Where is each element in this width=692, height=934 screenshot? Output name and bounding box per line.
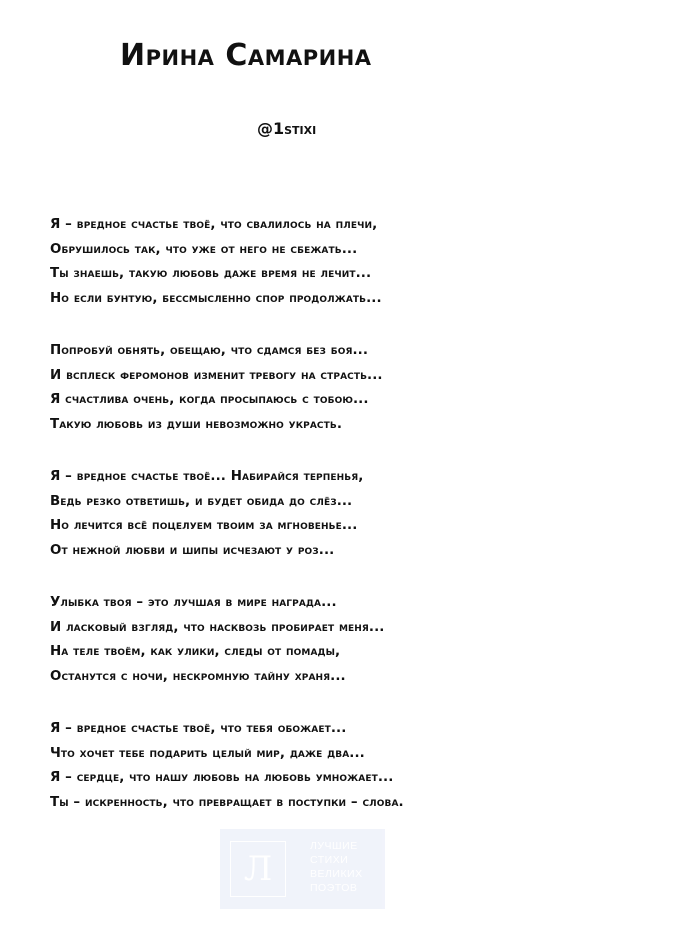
poem-line: Ты знаешь, такую любовь даже время не лечит... xyxy=(50,266,372,281)
watermark-line: ЛУЧШИЕ xyxy=(310,840,358,852)
poem-line: Но лечится всё поцелуем твоим за мгновенье... xyxy=(50,518,358,533)
poem-line: Такую любовь из души невозможно украсть. xyxy=(50,416,343,432)
poem-line: От нежной любви и шипы исчезают у роз... xyxy=(50,542,335,558)
watermark-logo-icon xyxy=(230,841,286,897)
poem-line: Я – вредное счастье твоё, что свалилось на плечи, xyxy=(50,217,378,232)
poem-line: Обрушилось так, что уже от него не сбежать... xyxy=(50,241,358,257)
stanza-5 xyxy=(50,717,670,815)
author-name: Ирина Самарина xyxy=(120,38,372,73)
poem-line: Останутся с ночи, нескромную тайну храня... xyxy=(50,668,346,684)
poem-line: Что хочет тебе подарить целый мир, даже два... xyxy=(50,745,365,761)
stanza-3 xyxy=(50,465,670,563)
poem-line: Я – вредное счастье твоё, что тебя обожает... xyxy=(50,721,347,736)
poem-line: На теле твоём, как улики, следы от помады, xyxy=(50,644,341,659)
poem-line: Ты – искренность, что превращает в поступки – слова. xyxy=(50,794,404,810)
poem-line: Я – сердце, что нашу любовь на любовь умножает... xyxy=(50,770,394,785)
watermark-line: ПОЭТОВ xyxy=(310,882,358,894)
watermark-line: ВЕЛИКИХ xyxy=(310,868,363,880)
poem-line: И всплеск феромонов изменит тревогу на страсть... xyxy=(50,367,383,383)
poem-line: Но если бунтую, бессмысленно спор продолжать... xyxy=(50,290,382,306)
stanza-4 xyxy=(50,591,670,689)
poem-line: Попробуй обнять, обещаю, что сдамся без боя... xyxy=(50,343,369,358)
poem-body xyxy=(50,213,670,843)
watermark-logo-letter: Л xyxy=(243,849,273,889)
watermark-line: СТИХИ xyxy=(310,854,349,866)
poem-line: Улыбка твоя – это лучшая в мире награда... xyxy=(50,595,337,610)
watermark-text xyxy=(310,839,363,895)
poem-line: Ведь резко ответишь, и будет обида до слёз... xyxy=(50,493,353,509)
author-handle: @1stixi xyxy=(257,119,317,138)
poem-line: Я счастлива очень, когда просыпаюсь с тобою... xyxy=(50,392,369,407)
poem-line: И ласковый взгляд, что насквозь пробирает меня... xyxy=(50,619,385,635)
stanza-2 xyxy=(50,339,670,437)
stanza-1 xyxy=(50,213,670,311)
poem-line: Я – вредное счастье твоё... Набирайся терпенья, xyxy=(50,469,364,484)
watermark xyxy=(220,829,385,909)
